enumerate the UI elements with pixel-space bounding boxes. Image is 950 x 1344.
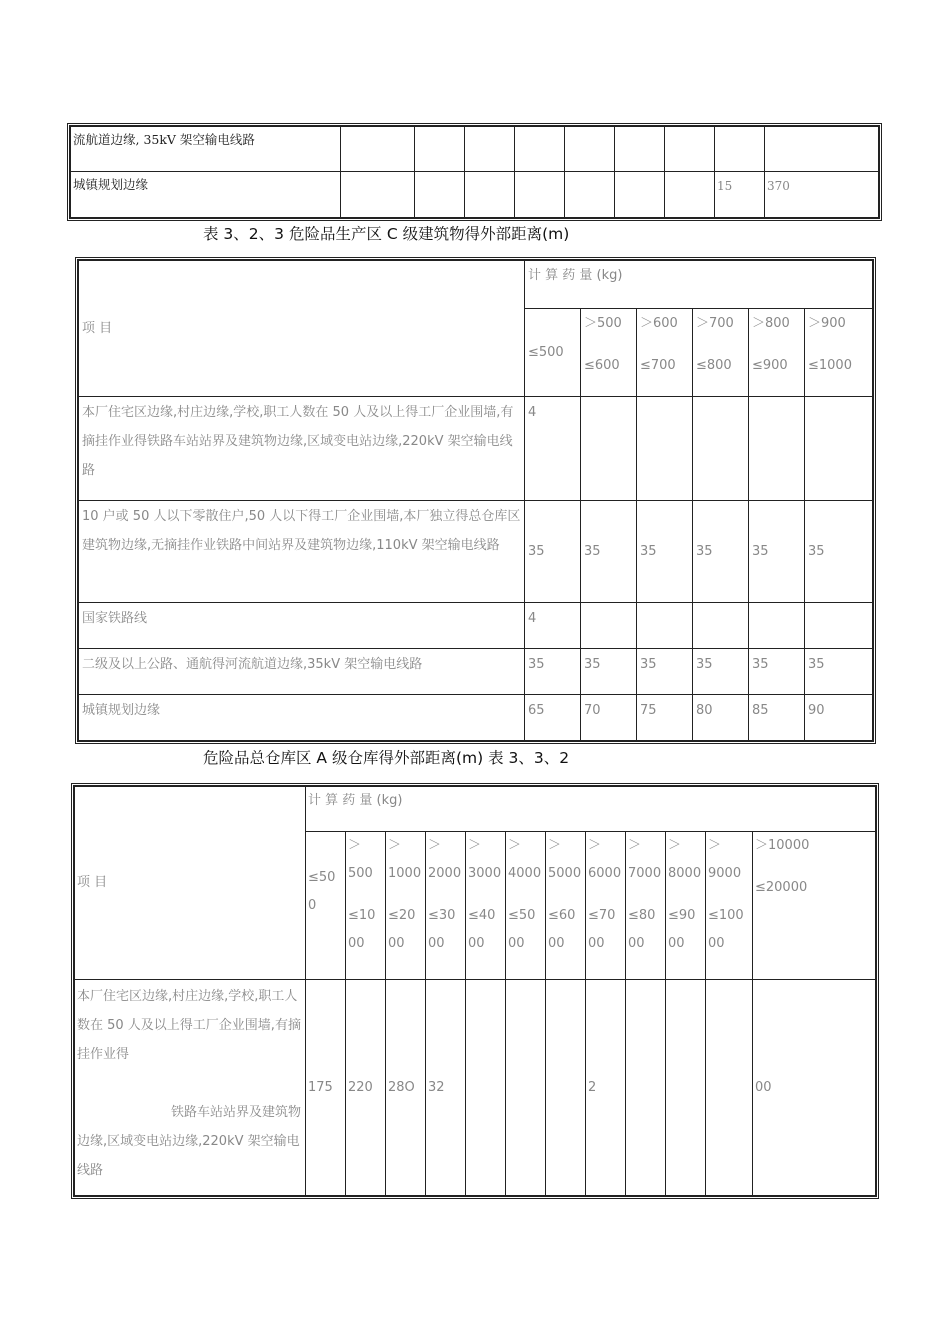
cell-value: 2 <box>586 980 626 1196</box>
cell-value: 175 <box>306 980 346 1196</box>
cell-value <box>546 980 586 1196</box>
table-caption: 危险品总仓库区 A 级仓库得外部距离(m) 表 3、3、2 <box>203 749 570 767</box>
row-label <box>75 980 306 1196</box>
cell-value: 70 <box>581 695 637 741</box>
range-cell: ＞500 ≤600 <box>581 309 637 397</box>
cell-value <box>805 603 873 649</box>
row-label: 国家铁路线 <box>79 603 525 649</box>
table-row <box>79 603 873 649</box>
range-cell: ＞800 ≤900 <box>749 309 805 397</box>
cell-value <box>765 127 879 172</box>
cell-value <box>637 603 693 649</box>
row-label: 本厂住宅区边缘,村庄边缘,学校,职工人数在 50 人及以上得工厂企业围墙,有摘挂作业得铁路车站站界及建筑物边缘,区域变电站边缘,220kV 架空输电线路 <box>79 397 525 501</box>
cell-value: 4 <box>525 397 581 501</box>
range-cell: ＞ 9000 ≤100 00 <box>706 832 753 980</box>
range-cell: ＞ 5000 ≤60 00 <box>546 832 586 980</box>
item-header: 项 目 <box>75 787 306 980</box>
cell-value: 35 <box>749 501 805 603</box>
cell-value <box>666 980 706 1196</box>
cell-value: 35 <box>525 649 581 695</box>
cell-value: 220 <box>346 980 386 1196</box>
range-cell: ＞ 2000 ≤30 00 <box>426 832 466 980</box>
cell-value: 35 <box>525 501 581 603</box>
cell-value <box>626 980 666 1196</box>
item-header: 项 目 <box>79 261 525 397</box>
cell-value: 35 <box>693 649 749 695</box>
cell-value: 35 <box>805 501 873 603</box>
cell-value: 35 <box>805 649 873 695</box>
table-caption: 表 3、2、3 危险品生产区 C 级建筑物得外部距离(m) <box>203 225 570 243</box>
cell-value: 00 <box>753 980 876 1196</box>
range-cell: ＞900 ≤1000 <box>805 309 873 397</box>
range-cell: ＞ 7000 ≤80 00 <box>626 832 666 980</box>
table-production-c <box>78 260 873 741</box>
range-cell: ＞ 4000 ≤50 00 <box>506 832 546 980</box>
range-cell: ＞ 6000 ≤70 00 <box>586 832 626 980</box>
table-row <box>79 695 873 741</box>
cell-value: 90 <box>805 695 873 741</box>
cell-value: 15 <box>715 172 765 218</box>
row-label: 城镇规划边缘 <box>71 172 341 218</box>
cell-value: 65 <box>525 695 581 741</box>
cell-value <box>749 603 805 649</box>
row-label: 流航道边缘, 35kV 架空输电线路 <box>71 127 341 172</box>
table-continuation <box>70 126 879 218</box>
cell-value: 32 <box>426 980 466 1196</box>
cell-value: 85 <box>749 695 805 741</box>
range-cell: ＞ 1000 ≤20 00 <box>386 832 426 980</box>
cell-value <box>805 397 873 501</box>
cell-value <box>581 397 637 501</box>
range-cell: ＞ 500 ≤10 00 <box>346 832 386 980</box>
range-cell: ＞ 3000 ≤40 00 <box>466 832 506 980</box>
cell-value <box>706 980 753 1196</box>
cell-value: 4 <box>525 603 581 649</box>
cell-value: 35 <box>581 501 637 603</box>
cell-value: 80 <box>693 695 749 741</box>
cell-value: 35 <box>637 501 693 603</box>
cell-value <box>749 397 805 501</box>
cell-value <box>466 980 506 1196</box>
range-cell: ＞ 8000 ≤90 00 <box>666 832 706 980</box>
table-row <box>79 501 873 603</box>
cell-value: 75 <box>637 695 693 741</box>
row-label: 二级及以上公路、通航得河流航道边缘,35kV 架空输电线路 <box>79 649 525 695</box>
table-warehouse-a <box>74 786 876 1196</box>
cell-value <box>581 603 637 649</box>
cell-value: 35 <box>637 649 693 695</box>
row-label-part: 本厂住宅区边缘,村庄边缘,学校,职工人数在 50 人及以上得工厂企业围墙,有摘挂作业得 <box>77 989 301 1062</box>
table-row <box>79 649 873 695</box>
row-label-part: 铁路车站站界及建筑物边缘,区域变电站边缘,220kV 架空输电线路 <box>77 1105 302 1178</box>
cell-value <box>693 397 749 501</box>
table-row <box>71 127 879 172</box>
table-row <box>71 172 879 218</box>
range-cell: ＞600 ≤700 <box>637 309 693 397</box>
calc-header: 计 算 药 量 (kg) <box>525 261 873 309</box>
range-cell: ＞10000 ≤20000 <box>753 832 876 980</box>
table-row <box>79 397 873 501</box>
range-cell: ≤50 0 <box>306 832 346 980</box>
range-cell: ≤500 <box>525 309 581 397</box>
cell-value: 35 <box>581 649 637 695</box>
cell-value <box>506 980 546 1196</box>
range-cell: ＞700 ≤800 <box>693 309 749 397</box>
cell-value: 35 <box>749 649 805 695</box>
cell-value: 35 <box>693 501 749 603</box>
row-label: 城镇规划边缘 <box>79 695 525 741</box>
cell-value: 28O <box>386 980 426 1196</box>
cell-value <box>715 127 765 172</box>
cell-value: 370 <box>765 172 879 218</box>
cell-value <box>693 603 749 649</box>
calc-header: 计 算 药 量 (kg) <box>306 787 876 832</box>
row-label: 10 户或 50 人以下零散住户,50 人以下得工厂企业围墙,本厂独立得总仓库区建筑物边缘,无摘挂作业铁路中间站界及建筑物边缘,110kV 架空输电线路 <box>79 501 525 603</box>
table-row <box>75 980 876 1196</box>
cell-value <box>637 397 693 501</box>
